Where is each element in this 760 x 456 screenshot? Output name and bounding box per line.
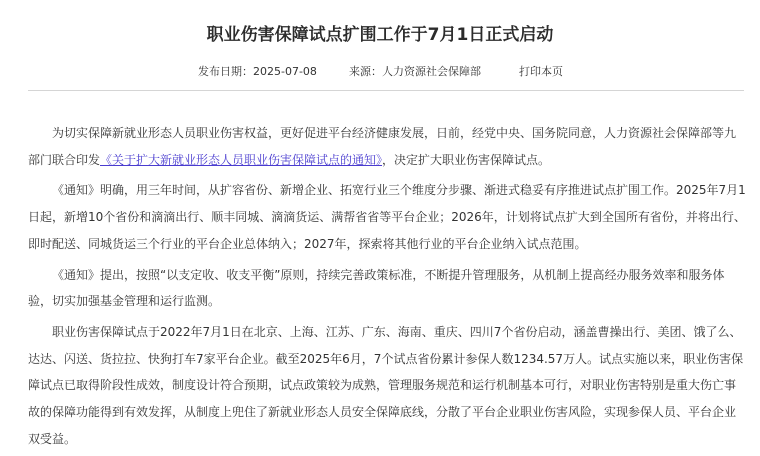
paragraph-3: 《通知》提出，按照“以支定收、收支平衡”原则，持续完善政策标准，不断提升管理服务，从机制上提高经办服务效率和服务体验，切实加强基金管理和运行监测。 [28, 267, 725, 309]
article-meta [0, 63, 760, 81]
divider [28, 90, 744, 91]
article-source [349, 63, 481, 79]
publish-date [198, 63, 317, 79]
paragraph-2: 《通知》明确，用三年时间，从扩容省份、新增企业、拓宽行业三个维度分步骤、渐进式稳妥有序推进试点扩围工作。2025年7月1日起，新增10个省份和滴滴出行、顺丰同城、滴滴货运、满帮省省等平台企业；2026年，计划将试点扩大到全国所有省份，并将出行、即时配送、同城货运三个行业的平台企业总体纳入；2027年，探索将其他行业的平台企业纳入试点范围。 [28, 183, 746, 251]
article-title: 职业伤害保障试点扩围工作于7月1日正式启动 [206, 25, 554, 45]
print-page-link[interactable]: 打印本页 [519, 65, 563, 78]
source-label: 来源： [349, 65, 382, 78]
notice-document-link[interactable]: 《关于扩大新就业形态人员职业伤害保障试点的通知》 [100, 152, 383, 167]
paragraph-1 [28, 120, 746, 173]
source-value: 人力资源社会保障部 [382, 65, 481, 78]
publish-date-value: 2025-07-08 [253, 65, 317, 78]
paragraph-1-text-before: 为切实保障新就业形态人员职业伤害权益，更好促进平台经济健康发展，日前，经党中央、国务院同意，人力资源社会保障部等九部门联合印发 [28, 126, 737, 167]
publish-date-label: 发布日期： [198, 65, 253, 78]
article-body [28, 120, 746, 456]
paragraph-4: 职业伤害保障试点于2022年7月1日在北京、上海、江苏、广东、海南、重庆、四川7个省份启动，涵盖曹操出行、美团、饿了么、达达、闪送、货拉拉、快狗打车7家平台企业。截至2025年6月，7个试点省份累计参保人数1234.57万人。试点实施以来，职业伤害保障试点已取得阶段性成效，制度设计符合预期，试点政策较为成熟，管理服务规范和运行机制基本可行，对职业伤害特别是重大伤亡事故的保障功能得到有效发挥，从制度上兜住了新就业形态人员安全保障底线，分散了平台企业职业伤害风险，实现参保人员、平台企业双受益。 [28, 324, 744, 446]
paragraph-1-text-after: ，决定扩大职业伤害保障试点。 [382, 152, 551, 167]
